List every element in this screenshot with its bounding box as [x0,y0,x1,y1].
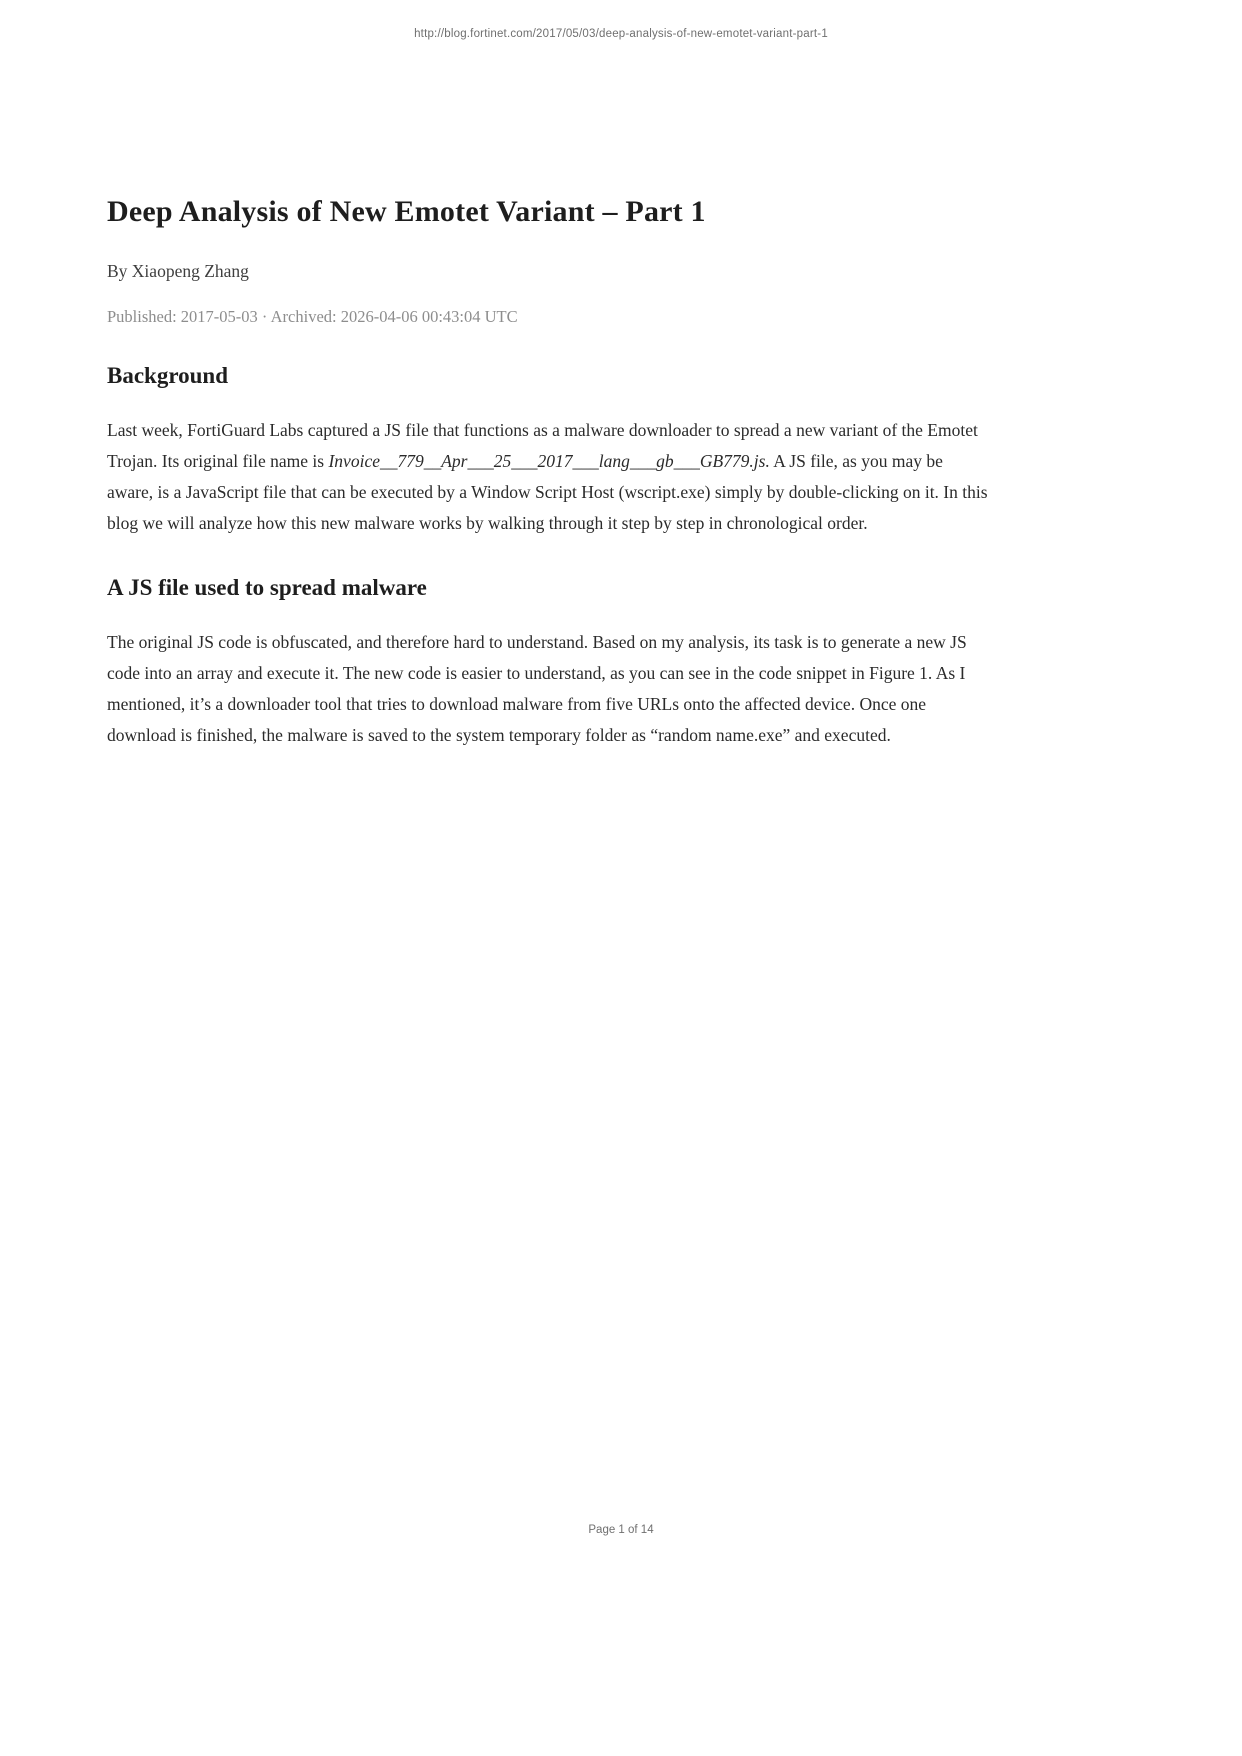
background-paragraph-text-before-filename: Last week, FortiGuard Labs captured a JS file that functions as a malware downloader to spread a new variant of the Emotet Trojan. Its original file name is [107,419,978,471]
malware-filename-italic: Invoice__779__Apr___25___2017___lang___gb___GB779.js. [328,450,770,471]
section-heading-background: Background [107,362,229,388]
background-paragraph [107,415,993,539]
page-header-url: http://blog.fortinet.com/2017/05/03/deep-analysis-of-new-emotet-variant-part-1 [414,28,828,40]
article-meta-published-archived: Published: 2017-05-03 · Archived: 2026-04-06 00:43:04 UTC [107,306,518,326]
section-heading-js-file-spread-malware: A JS file used to spread malware [107,574,427,600]
page-number-footer: Page 1 of 14 [588,1524,654,1536]
background-paragraph-text-after-filename: A JS file, as you may be aware, is a JavaScript file that can be executed by a Window Script Host (wscript.exe) simply by double-clicking on it. In this blog we will analyze how this new malware works by walking through it step by step in chronological order. [107,450,988,533]
article-title: Deep Analysis of New Emotet Variant – Part 1 [107,195,706,228]
article-byline: By Xiaopeng Zhang [107,260,249,281]
js-section-paragraph: The original JS code is obfuscated, and therefore hard to understand. Based on my analysis, its task is to generate a new JS code into an array and execute it. The new code is easier to understand, as you can see in the code snippet in Figure 1. As I mentioned, it’s a downloader tool that tries to download malware from five URLs onto the affected device. Once one download is finished, the malware is saved to the system temporary folder as “random name.exe” and executed. [107,631,967,745]
article-content [107,193,993,751]
